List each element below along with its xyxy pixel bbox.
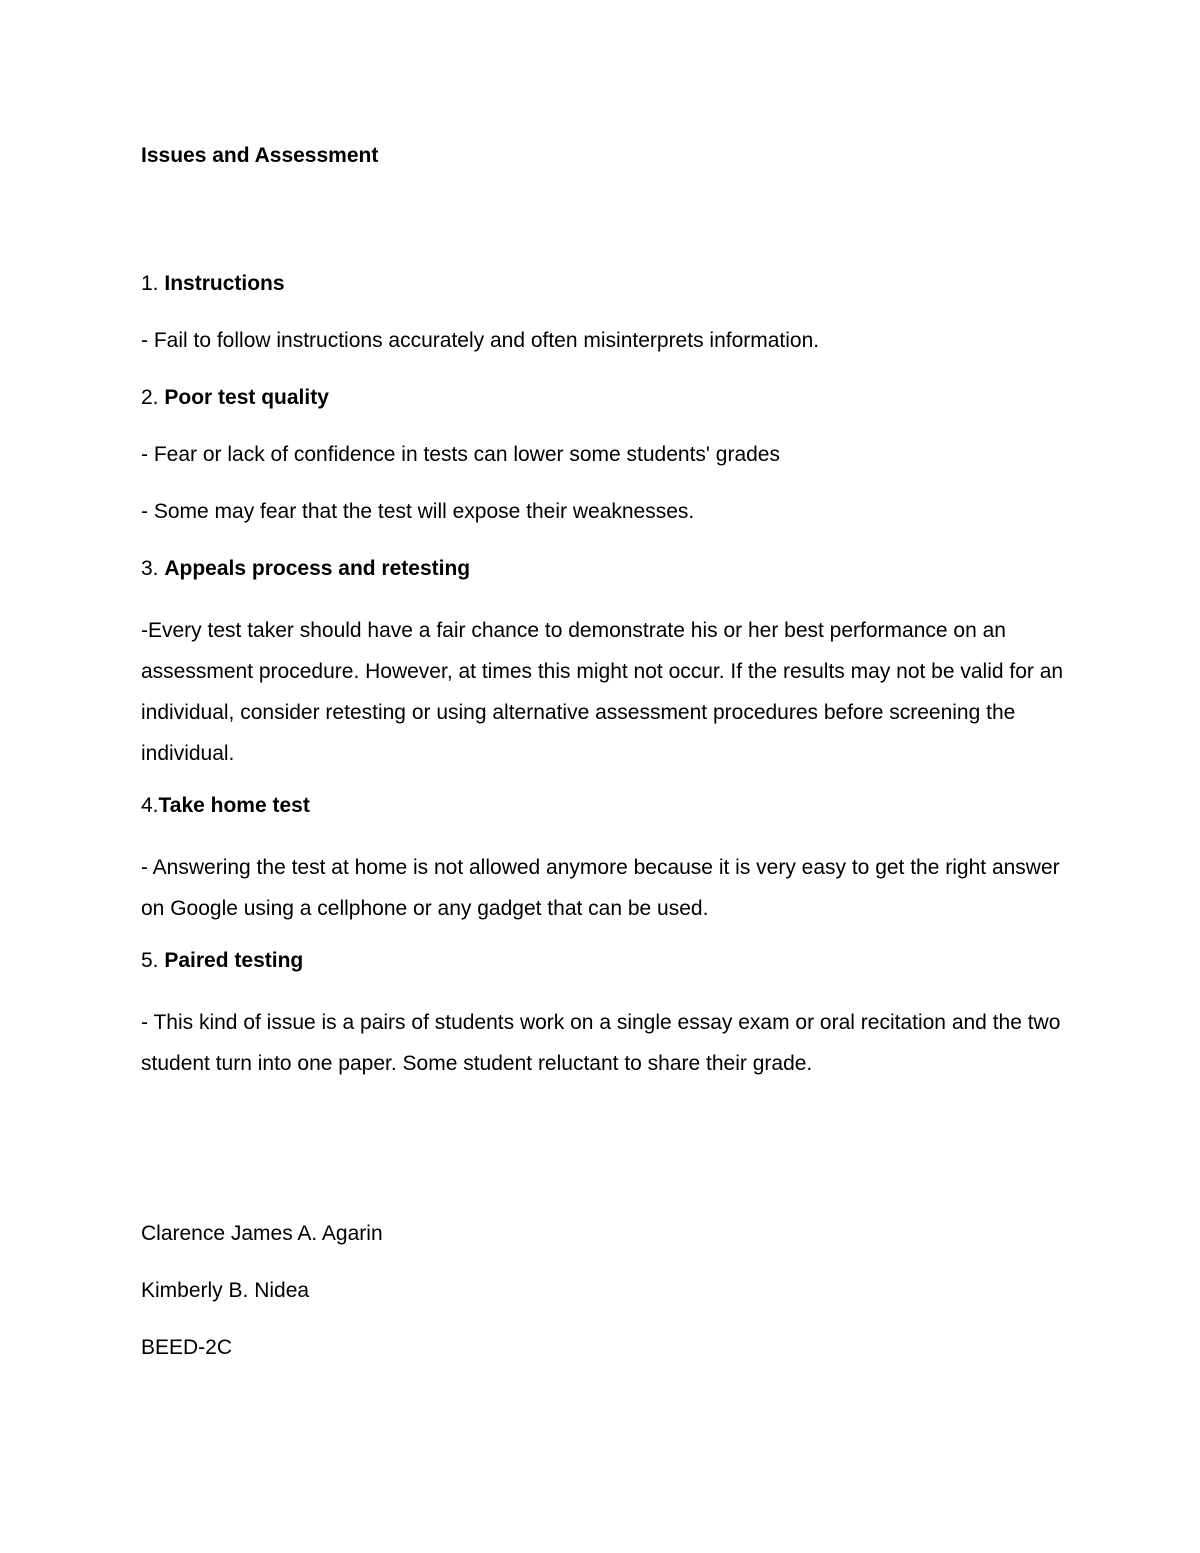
document-body: [141, 140, 1071, 1389]
section-1-number: 1.: [141, 272, 165, 295]
section-3-number: 3.: [141, 557, 165, 580]
section-5-title: Paired testing: [164, 949, 304, 972]
section-2-paragraph-2: - Some may fear that the test will expose their weaknesses.: [141, 500, 695, 523]
section-1-paragraph-1: - Fail to follow instructions accurately and often misinterprets information.: [141, 329, 820, 352]
section-4-number: 4.: [141, 794, 159, 817]
author-1: Clarence James A. Agarin: [141, 1222, 383, 1245]
section-5-heading: [141, 945, 1071, 977]
section-2-number: 2.: [141, 386, 165, 409]
section-3-title: Appeals process and retesting: [164, 557, 471, 580]
section-4-paragraph-1: - Answering the test at home is not allowed anymore because it is very easy to get the right answer on Google using a cellphone or any gadget that can be used.: [141, 856, 1060, 920]
section-2-paragraph-1: - Fear or lack of confidence in tests can lower some students' grades: [141, 443, 780, 466]
section-code: BEED-2C: [141, 1336, 233, 1359]
section-4-title: Take home test: [158, 794, 310, 817]
section-4-heading: [141, 790, 1071, 822]
section-2-title: Poor test quality: [164, 386, 329, 409]
section-3-heading: [141, 553, 1071, 585]
section-1-heading: [141, 268, 1071, 300]
document-title: Issues and Assessment: [141, 144, 379, 167]
section-5-paragraph-1: - This kind of issue is a pairs of students work on a single essay exam or oral recitation and the two student turn into one paper. Some student reluctant to share their grade.: [141, 1011, 1061, 1075]
author-2: Kimberly B. Nidea: [141, 1279, 310, 1302]
section-2-heading: [141, 382, 1071, 414]
section-3-paragraph-1: -Every test taker should have a fair chance to demonstrate his or her best performance on an assessment procedure. However, at times this might not occur. If the results may not be valid for an individual, consider retesting or using alternative assessment procedures before screening the individual.: [141, 619, 1064, 765]
section-5-number: 5.: [141, 949, 165, 972]
section-1-title: Instructions: [164, 272, 285, 295]
